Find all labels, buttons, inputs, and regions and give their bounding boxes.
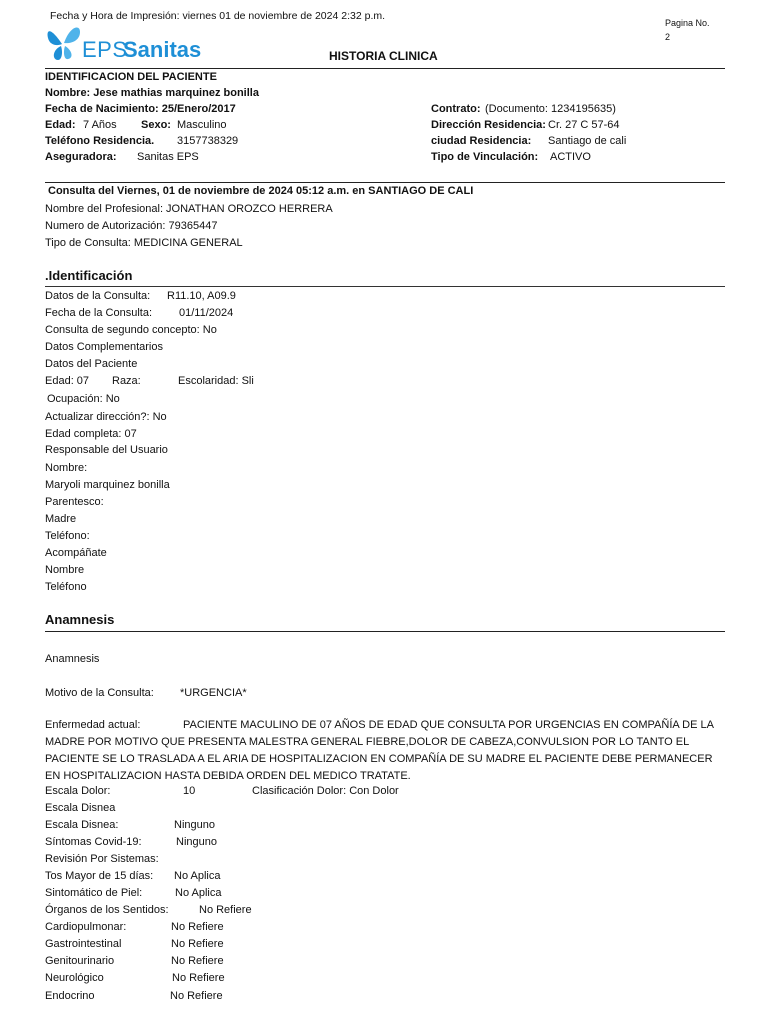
datos-consulta-value: R11.10, A09.9 — [167, 290, 236, 302]
tos-value: No Aplica — [174, 870, 221, 882]
endocrino-value: No Refiere — [170, 990, 223, 1002]
identificacion-divider — [45, 286, 725, 287]
cardiopulmonar-value: No Refiere — [171, 921, 224, 933]
enfermedad-text: PACIENTE MACULINO DE 07 AÑOS DE EDAD QUE CONSULTA POR URGENCIAS EN COMPAÑÍA DE LA MADRE POR MOTIVO QUE PRESENTA MALESTRA GENERAL FIEBRE,DOLOR DE CABEZA,CONVULSION POR LO TANTO EL PACIENTE SE LO TRASLADA A EL ARIA DE HOSPITALIZACION EN COMPAÑÍA DE SU MADRE EL PACIENTE DEBE PERMANECER EN HOSPITALIZACION HASTA DEBIDA ORDEN DEL MEDICO TRATATE. — [45, 719, 714, 782]
anamnesis-divider — [45, 631, 725, 632]
sexo-label: Sexo: — [141, 119, 171, 131]
acompanante-telefono: Teléfono — [45, 581, 87, 593]
direccion-label: Dirección Residencia: — [431, 119, 546, 131]
aseguradora-label: Aseguradora: — [45, 151, 117, 163]
cardiopulmonar-label: Cardiopulmonar: — [45, 921, 127, 933]
escolaridad-field: Escolaridad: Sli — [178, 375, 254, 387]
parentesco-label: Parentesco: — [45, 496, 104, 508]
covid-label: Síntomas Covid-19: — [45, 836, 142, 848]
edad-field: Edad: 07 — [45, 375, 90, 387]
patient-section-title: IDENTIFICACION DEL PACIENTE — [45, 71, 217, 83]
gastrointestinal-value: No Refiere — [171, 938, 224, 950]
telefono-label: Teléfono Residencia. — [45, 135, 155, 147]
vinculacion-label: Tipo de Vinculación: — [431, 151, 539, 163]
fecha-consulta-label: Fecha de la Consulta: — [45, 307, 153, 319]
consulta-profesional: Nombre del Profesional: JONATHAN OROZCO HERRERA — [45, 203, 333, 215]
genitourinario-value: No Refiere — [171, 955, 224, 967]
responsable-field: Responsable del Usuario — [45, 444, 168, 456]
neurologico-label: Neurológico — [45, 972, 104, 984]
endocrino-label: Endocrino — [45, 990, 95, 1002]
datos-consulta-label: Datos de la Consulta: — [45, 290, 151, 302]
neurologico-value: No Refiere — [172, 972, 225, 984]
edad-label: Edad: — [45, 119, 76, 131]
consulta-heading: Consulta del Viernes, 01 de noviembre de 2024 05:12 a.m. en SANTIAGO DE CALI — [48, 185, 474, 197]
vinculacion-value: ACTIVO — [550, 151, 591, 163]
gastrointestinal-label: Gastrointestinal — [45, 938, 122, 950]
anamnesis-title: Anamnesis — [45, 612, 115, 627]
enfermedad-actual — [45, 717, 725, 785]
patient-divider — [45, 182, 725, 183]
header-divider — [45, 68, 725, 69]
patient-birthdate: Fecha de Nacimiento: 25/Enero/2017 — [45, 103, 236, 115]
responsable-nombre-label: Nombre: — [45, 462, 88, 474]
segundo-concepto: Consulta de segundo concepto: No — [45, 324, 217, 336]
genitourinario-label: Genitourinario — [45, 955, 115, 967]
page-number: 2 — [665, 32, 671, 42]
acompanante-field: Acompáñate — [45, 547, 107, 559]
direccion-value: Cr. 27 C 57-64 — [548, 119, 620, 131]
parentesco-value: Madre — [45, 513, 77, 525]
acompanante-nombre: Nombre — [45, 564, 85, 576]
motivo-label: Motivo de la Consulta: — [45, 687, 154, 699]
telefono-value: 3157738329 — [177, 135, 239, 147]
piel-label: Sintomático de Piel: — [45, 887, 143, 899]
edad-completa-field: Edad completa: 07 — [45, 428, 137, 440]
consulta-tipo: Tipo de Consulta: MEDICINA GENERAL — [45, 237, 243, 249]
patient-name: Nombre: Jese mathias marquinez bonilla — [45, 87, 259, 99]
logo-eps-text: EPS — [82, 37, 128, 62]
escala-disnea-label: Escala Disnea: — [45, 819, 119, 831]
sentidos-value: No Refiere — [199, 904, 252, 916]
tos-label: Tos Mayor de 15 días: — [45, 870, 154, 882]
sentidos-label: Órganos de los Sentidos: — [45, 904, 169, 916]
page-label: Pagina No. — [665, 18, 710, 28]
ciudad-value: Santiago de cali — [548, 135, 627, 147]
ciudad-label: ciudad Residencia: — [431, 135, 532, 147]
logo-sanitas-text: Sanitas — [123, 37, 202, 62]
butterfly-logo-icon — [46, 24, 86, 62]
responsable-telefono-label: Teléfono: — [45, 530, 90, 542]
escala-disnea-value: Ninguno — [174, 819, 215, 831]
anamnesis-subtitle: Anamnesis — [45, 653, 100, 665]
enfermedad-label: Enfermedad actual: — [45, 719, 141, 731]
clasificacion-dolor: Clasificación Dolor: Con Dolor — [252, 785, 399, 797]
contrato-label: Contrato: — [431, 103, 481, 115]
responsable-nombre-value: Maryoli marquinez bonilla — [45, 479, 170, 491]
aseguradora-value: Sanitas EPS — [137, 151, 199, 163]
ocupacion-field: Ocupación: No — [47, 393, 120, 405]
revision-sistemas: Revisión Por Sistemas: — [45, 853, 159, 865]
identificacion-title: .Identificación — [45, 268, 133, 283]
edad-value: 7 Años — [83, 119, 117, 131]
consulta-autorizacion: Numero de Autorización: 79365447 — [45, 220, 218, 232]
raza-field: Raza: — [112, 375, 141, 387]
datos-complementarios: Datos Complementarios — [45, 341, 163, 353]
actualizar-field: Actualizar dirección?: No — [45, 411, 167, 423]
piel-value: No Aplica — [175, 887, 222, 899]
escala-disnea-header: Escala Disnea — [45, 802, 116, 814]
datos-paciente: Datos del Paciente — [45, 358, 138, 370]
fecha-consulta-value: 01/11/2024 — [179, 307, 234, 319]
escala-dolor-label: Escala Dolor: — [45, 785, 111, 797]
covid-value: Ninguno — [176, 836, 217, 848]
motivo-value: *URGENCIA* — [180, 687, 247, 699]
print-timestamp: Fecha y Hora de Impresión: viernes 01 de noviembre de 2024 2:32 p.m. — [50, 10, 386, 22]
contrato-value: (Documento: 1234195635) — [485, 103, 616, 115]
escala-dolor-value: 10 — [183, 785, 196, 797]
document-title: HISTORIA CLINICA — [329, 49, 438, 63]
sexo-value: Masculino — [177, 119, 227, 131]
